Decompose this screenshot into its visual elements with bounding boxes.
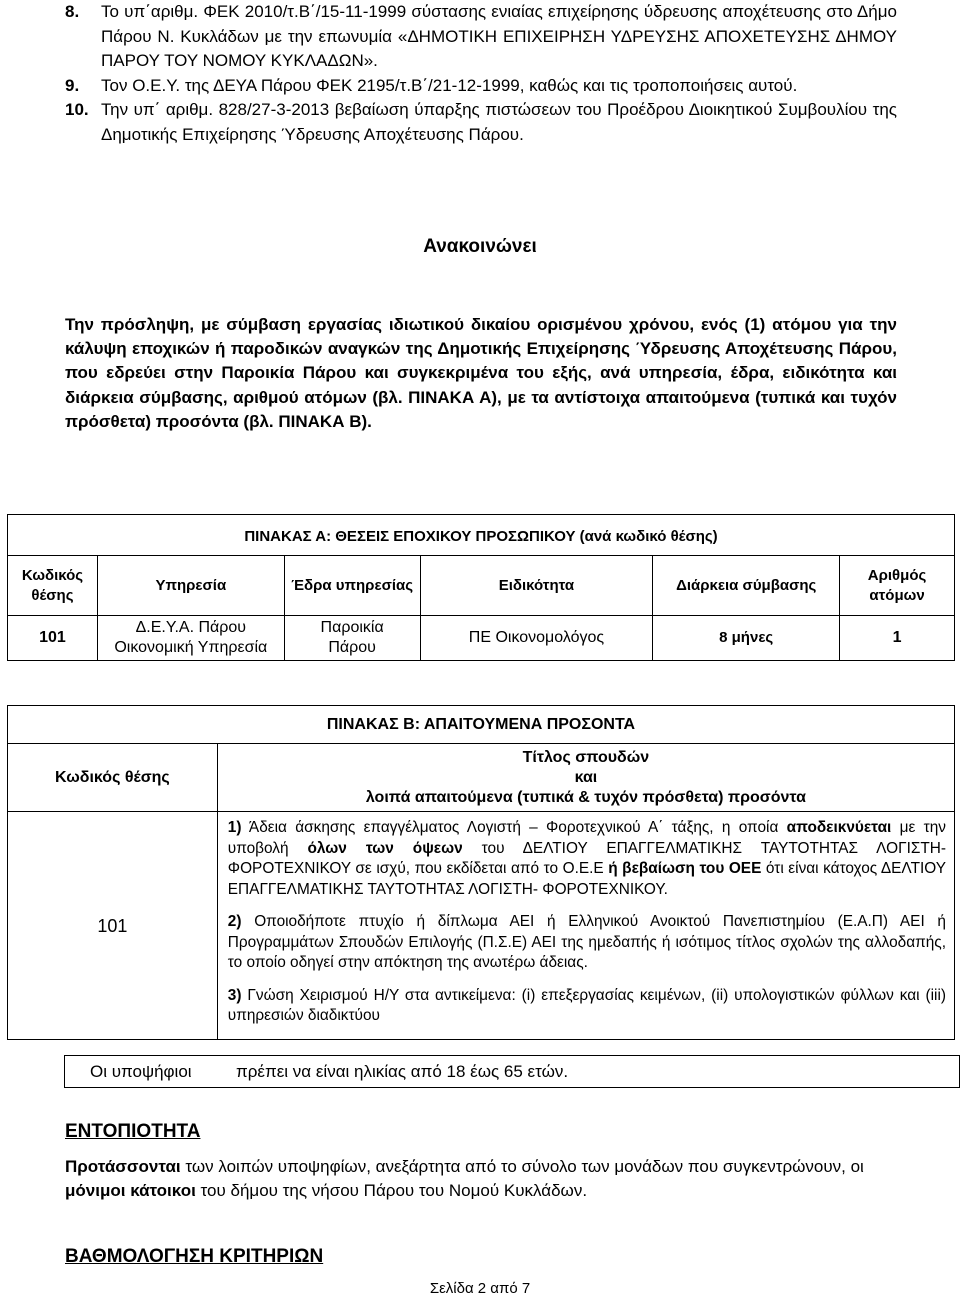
requirement-number: 2) xyxy=(227,913,242,930)
locality-paragraph xyxy=(65,1155,897,1203)
announce-title: Ανακοινώνει xyxy=(423,236,537,257)
header-persons: Αριθμός ατόμων xyxy=(840,556,955,616)
header-code: Κωδικός θέσης xyxy=(8,744,218,812)
list-item-text: Την υπ΄ αριθμ. 828/27-3-2013 βεβαίωση ύπαρξης πιστώσεων του Προέδρου Διοικητικού Συμβουλίου της Δημοτικής Επιχείρησης Ύδρευσης Αποχέτευσης Πάρου. xyxy=(101,100,897,144)
requirement-2 xyxy=(228,912,946,974)
list-item xyxy=(65,74,897,99)
cell-specialty: ΠΕ Οικονομολόγος xyxy=(420,616,653,661)
header-title-line3: λοιπά απαιτούμενα (τυπικά & τυχόν πρόσθετα) προσόντα xyxy=(365,788,806,806)
list-item xyxy=(65,98,897,147)
cell-code: 101 xyxy=(8,812,218,1040)
list-item-number: 8. xyxy=(65,2,80,21)
text-run: αποδεικνύεται xyxy=(786,819,892,836)
text-run: Οποιοδήποτε πτυχίο ή δίπλωμα ΑΕΙ ή Ελληνικού Ανοικτού Πανεπιστημίου (Ε.Α.Π) ΑΕΙ ή Προγραμμάτων Σπουδών Επιλογής (Π.Σ.Ε) ΑΕΙ της ημεδαπής ή ισότιμος τίτλος σχολών της αλλοδαπής, το οποίο οδηγεί στην απόκτηση της ανωτέρω άδειας. xyxy=(227,913,946,971)
text-run: ΔΕΛΤΙΟΥ ΕΠΑΓΓΕΛΜΑΤΙΚΗΣ ΤΑΥΤΟΤΗΤΑΣ ΛΟΓΙΣΤΗ- ΦΟΡΟΤΕΧΝΙΚΟΥ. xyxy=(227,860,946,898)
header-title-line2: και xyxy=(574,768,598,786)
requirement-number: 3) xyxy=(227,986,242,1004)
cell-persons: 1 xyxy=(840,616,955,661)
cell-seat-line1: Παροικία xyxy=(320,619,384,636)
spacer xyxy=(228,974,946,986)
requirement-3 xyxy=(228,986,946,1027)
text-run: Προτάσσονται xyxy=(65,1157,181,1176)
list-item-number: 9. xyxy=(65,75,80,95)
list-item-text: Τον Ο.Ε.Υ. της ΔΕΥΑ Πάρου ΦΕΚ 2195/τ.Β΄/21-12-1999, καθώς και τις τροποποιήσεις αυτού. xyxy=(101,75,798,95)
table-row xyxy=(8,812,955,1040)
table-a-caption: ΠΙΝΑΚΑΣ Α: ΘΕΣΕΙΣ ΕΠΟΧΙΚΟΥ ΠΡΟΣΩΠΙΚΟΥ (ανά κωδικό θέσης) xyxy=(8,515,955,556)
text-run: ότι είναι κάτοχος xyxy=(761,860,881,877)
spacer xyxy=(228,900,946,912)
candidates-label: Οι υποψήφιοι xyxy=(90,1062,192,1081)
list-item xyxy=(65,0,897,74)
age-requirement-box xyxy=(64,1055,960,1088)
cell-qualifications xyxy=(217,812,954,1040)
header-service: Υπηρεσία xyxy=(97,556,284,616)
header-qualifications xyxy=(217,744,954,812)
cell-seat-line2: Πάρου xyxy=(328,639,376,656)
cell-seat xyxy=(284,616,420,661)
cell-code: 101 xyxy=(8,616,98,661)
positions-table xyxy=(7,514,955,661)
section-heading-scoring: ΒΑΘΜΟΛΟΓΗΣΗ ΚΡΙΤΗΡΙΩΝ xyxy=(65,1246,324,1267)
page-number: Σελίδα 2 από 7 xyxy=(429,1280,531,1297)
cell-service xyxy=(97,616,284,661)
announce-paragraph: Την πρόσληψη, με σύμβαση εργασίας ιδιωτικού δικαίου ορισμένου χρόνου, ενός (1) ατόμου για την κάλυψη εποχικών ή παροδικών αναγκών της Δημοτικής Επιχείρησης Ύδρευσης Αποχέτευσης Πάρου, που εδρεύει στην Παροικία Πάρου και συγκεκριμένα του εξής, ανά υπηρεσία, έδρα, ειδικότητα και διάρκεια σύμβασης, αριθμού ατόμων (βλ. ΠΙΝΑΚΑ Α), με τα αντίστοιχα απαιτούμενα (τυπικά και τυχόν πρόσθετα) προσόντα (βλ. ΠΙΝΑΚΑ Β). xyxy=(65,315,897,431)
list-item-number: 10. xyxy=(65,100,89,119)
cell-service-line1: Δ.Ε.Υ.Α. Πάρου xyxy=(135,619,247,636)
list-item-text: Το υπ΄αριθμ. ΦΕΚ 2010/τ.Β΄/15-11-1999 σύστασης ενιαίας επιχείρησης ύδρευσης αποχέτευσης στο Δήμο Πάρου Ν. Κυκλάδων με την επωνυμία «ΔΗΜΟΤΙΚΗ ΕΠΙΧΕΙΡΗΣΗ ΥΔΡΕΥΣΗΣ ΑΠΟΧΕΤΕΥΣΗΣ ΔΗΜΟΥ ΠΑΡΟΥ ΤΟΥ ΝΟΜΟΥ ΚΥΚΛΑΔΩΝ». xyxy=(101,2,897,70)
requirement-1 xyxy=(228,818,946,900)
text-run: με την υποβολή xyxy=(227,819,946,857)
table-header-row xyxy=(8,744,955,812)
table-header-row xyxy=(8,556,955,616)
text-run: του δήμου της νήσου Πάρου του Νομού Κυκλάδων. xyxy=(195,1181,588,1200)
qualifications-table xyxy=(7,705,955,1040)
requirement-number: 1) xyxy=(227,819,242,836)
text-run: όλων των όψεων xyxy=(307,839,463,857)
text-run: Γνώση Χειρισμού Η/Υ στα αντικείμενα: (i) επεξεργασίας κειμένων, (ii) υπολογιστικών φύλλων και (iii) υπηρεσιών διαδικτύου xyxy=(227,986,946,1024)
legal-basis-list xyxy=(65,0,897,147)
text-run: του ΔΕΛΤΙΟΥ ΕΠΑΓΓΕΛΜΑΤΙΚΗΣ ΤΑΥΤΟΤΗΤΑΣ ΛΟΓΙΣΤΗ- ΦΟΡΟΤΕΧΝΙΚΟΥ σε ισχύ, που εκδίδεται από το Ο.Ε.Ε xyxy=(227,839,947,877)
header-seat: Έδρα υπηρεσίας xyxy=(284,556,420,616)
header-specialty: Ειδικότητα xyxy=(420,556,653,616)
text-run: ή βεβαίωση του ΟΕΕ xyxy=(608,860,762,877)
candidates-text: πρέπει να είναι ηλικίας από 18 έως 65 ετών. xyxy=(236,1062,569,1081)
text-run: των λοιπών υποψηφίων, ανεξάρτητα από το σύνολο των μονάδων που συγκεντρώνουν, οι xyxy=(180,1157,864,1176)
text-run: Άδεια άσκησης επαγγέλματος Λογιστή – Φοροτεχνικού Α΄ τάξης, η οποία xyxy=(241,819,787,836)
cell-duration: 8 μήνες xyxy=(653,616,840,661)
header-code: Κωδικός θέσης xyxy=(8,556,98,616)
section-heading-locality: ΕΝΤΟΠΙΟΤΗΤΑ xyxy=(65,1121,201,1142)
header-title-line1: Τίτλος σπουδών xyxy=(522,748,650,766)
cell-service-line2: Οικονομική Υπηρεσία xyxy=(114,639,268,656)
text-run: μόνιμοι κάτοικοι xyxy=(65,1181,196,1200)
table-b-caption: ΠΙΝΑΚΑΣ Β: ΑΠΑΙΤΟΥΜΕΝΑ ΠΡΟΣΟΝΤΑ xyxy=(8,706,955,744)
header-duration: Διάρκεια σύμβασης xyxy=(653,556,840,616)
table-row xyxy=(8,616,955,661)
